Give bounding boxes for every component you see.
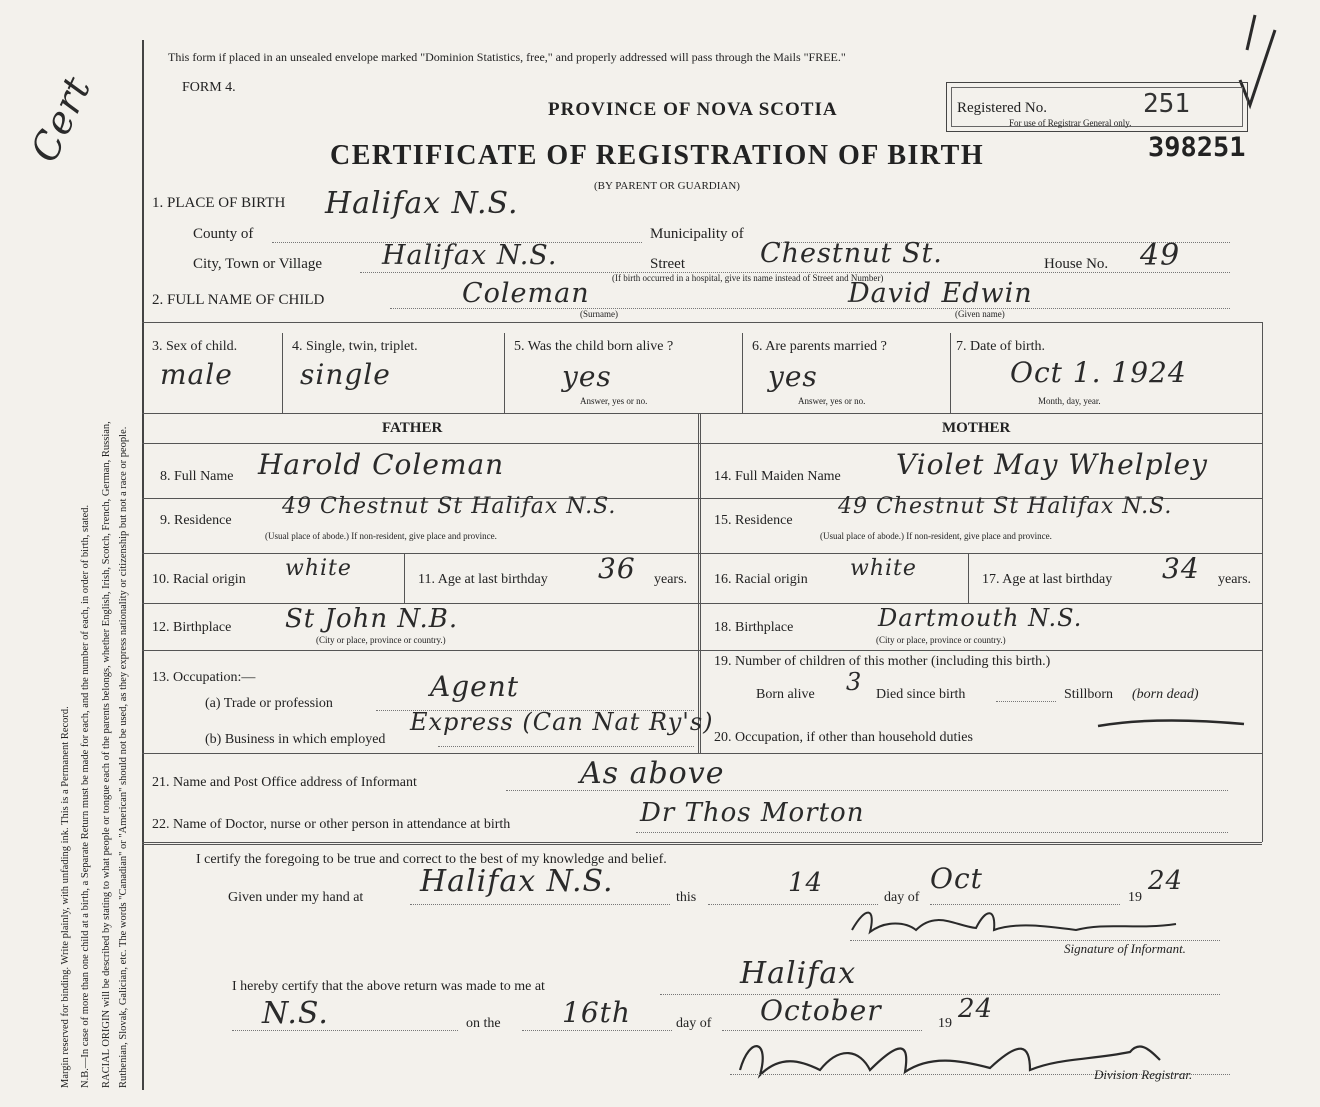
mother-name-label: 14. Full Maiden Name: [714, 469, 841, 484]
mother-birthplace-label: 18. Birthplace: [714, 620, 794, 635]
mother-occupation-label: 20. Occupation, if other than household duties: [714, 730, 973, 745]
margin-note-racial-origin: RACIAL ORIGIN will be described by stating to what people or tongue each of the parents belongs, whether English, Irish, Scotch, French, German, Russian,: [101, 421, 112, 1088]
child-given-name-value: David Edwin: [848, 278, 1033, 309]
father-residence-caption: (Usual place of abode.) If non-resident, give place and province.: [265, 531, 497, 541]
date-of-birth-value: Oct 1. 1924: [1010, 356, 1187, 389]
street-label: Street: [650, 256, 685, 272]
given-name-caption: (Given name): [955, 309, 1005, 319]
parents-married-caption: Answer, yes or no.: [798, 396, 866, 406]
mother-race-value: white: [850, 556, 917, 581]
mother-years-label: years.: [1218, 572, 1252, 587]
informant-value: As above: [580, 756, 725, 791]
child-name-label: 2. FULL NAME OF CHILD: [152, 292, 325, 308]
house-number-label: House No.: [1044, 256, 1109, 272]
given-day-label: day of: [884, 890, 920, 905]
informant-label: 21. Name and Post Office address of Informant: [152, 775, 417, 790]
plurality-value: single: [300, 358, 391, 391]
page-title: CERTIFICATE OF REGISTRATION OF BIRTH: [330, 140, 985, 171]
registered-number-box: [946, 82, 1248, 132]
mother-race-label: 16. Racial origin: [714, 572, 808, 587]
registrar-day-label: day of: [676, 1016, 712, 1031]
street-value: Chestnut St.: [760, 238, 943, 269]
this-label: this: [676, 890, 697, 905]
father-occupation-label: 13. Occupation:—: [152, 670, 256, 685]
father-trade-label: (a) Trade or profession: [205, 696, 333, 711]
father-birthplace-label: 12. Birthplace: [152, 620, 232, 635]
place-of-birth-value: Halifax N.S.: [325, 186, 519, 221]
form-left-border: [142, 40, 144, 1090]
mother-heading: MOTHER: [942, 420, 1011, 436]
father-race-value: white: [285, 556, 352, 581]
registrar-statement: I hereby certify that the above return was made to me at: [232, 979, 545, 994]
margin-note-nationality: Ruthenian, Slovak, Galician, etc. The words "Canadian" or "American" should not be used, as they express nationality or citizenship but not a race or people.: [118, 426, 129, 1088]
given-year-value: 24: [1148, 866, 1184, 896]
registrar-note: For use of Registrar General only.: [1009, 118, 1132, 128]
born-alive-count-label: Born alive: [756, 687, 815, 702]
doctor-value: Dr Thos Morton: [640, 798, 865, 828]
certification-statement: I certify the foregoing to be true and correct to the best of my knowledge and belief.: [196, 852, 667, 867]
registrar-day-value: 16th: [562, 996, 631, 1029]
born-alive-question-label: 5. Was the child born alive ?: [514, 339, 674, 354]
mother-occupation-dash: [1096, 706, 1246, 736]
plurality-label: 4. Single, twin, triplet.: [292, 339, 418, 354]
father-residence-label: 9. Residence: [160, 513, 232, 528]
informant-signature: [846, 900, 1196, 945]
mother-residence-caption: (Usual place of abode.) If non-resident, give place and province.: [820, 531, 1052, 541]
father-age-value: 36: [598, 552, 636, 585]
county-label: County of: [193, 226, 254, 242]
page-subtitle: (BY PARENT OR GUARDIAN): [594, 180, 740, 192]
house-number-value: 49: [1140, 238, 1181, 273]
corner-mark: Cert: [22, 69, 100, 169]
city-value: Halifax N.S.: [382, 240, 558, 271]
father-age-label: 11. Age at last birthday: [418, 572, 548, 587]
form-right-border: [1262, 322, 1263, 842]
date-of-birth-caption: Month, day, year.: [1038, 396, 1101, 406]
mother-age-value: 34: [1162, 552, 1200, 585]
given-day-value: 14: [788, 868, 824, 898]
father-birthplace-value: St John N.B.: [285, 604, 459, 634]
province-heading: PROVINCE OF NOVA SCOTIA: [548, 99, 838, 120]
registered-label: Registered No.: [957, 100, 1047, 116]
father-business-value: Express (Can Nat Ry's): [410, 708, 714, 736]
margin-note-multiple-births: N.B.—In case of more than one child at a birth, a Separate Return must be made for each, and the number of each, in order of birth, stated.: [80, 504, 91, 1088]
sex-label: 3. Sex of child.: [152, 339, 238, 354]
registrar-year-prefix: 19: [938, 1016, 952, 1031]
doctor-label: 22. Name of Doctor, nurse or other person in attendance at birth: [152, 817, 511, 832]
surname-caption: (Surname): [580, 309, 618, 319]
father-business-label: (b) Business in which employed: [205, 732, 386, 747]
born-alive-answer: yes: [562, 360, 612, 393]
child-surname-value: Coleman: [462, 278, 590, 309]
margin-note-binding: Margin reserved for binding. Write plainly, with unfading ink. This is a Permanent Record.: [60, 706, 71, 1088]
municipality-label: Municipality of: [650, 226, 744, 242]
date-of-birth-label: 7. Date of birth.: [956, 339, 1046, 354]
mother-children-label: 19. Number of children of this mother (including this birth.): [714, 654, 1051, 669]
died-since-birth-label: Died since birth: [876, 687, 966, 702]
mother-residence-value: 49 Chestnut St Halifax N.S.: [838, 494, 1173, 519]
mother-name-value: Violet May Whelpley: [896, 448, 1208, 481]
given-year-prefix: 19: [1128, 890, 1142, 905]
stillborn-note: (born dead): [1132, 687, 1199, 702]
place-of-birth-label: 1. PLACE OF BIRTH: [152, 195, 286, 211]
mother-age-label: 17. Age at last birthday: [982, 572, 1113, 587]
stillborn-label: Stillborn: [1064, 687, 1114, 702]
sex-value: male: [160, 358, 233, 391]
registrar-place-value: Halifax: [740, 956, 857, 991]
father-years-label: years.: [654, 572, 688, 587]
mother-birthplace-value: Dartmouth N.S.: [878, 604, 1083, 632]
parents-married-label: 6. Are parents married ?: [752, 339, 887, 354]
born-alive-caption: Answer, yes or no.: [580, 396, 648, 406]
registrar-place-suffix: N.S.: [262, 996, 329, 1031]
registered-value: 251: [1143, 89, 1190, 119]
form-number: FORM 4.: [182, 80, 236, 95]
section1-bottom-line: [142, 322, 1262, 323]
registrar-year-value: 24: [958, 994, 994, 1024]
hospital-note: (If birth occurred in a hospital, give its name instead of Street and Number): [612, 273, 884, 283]
father-name-value: Harold Coleman: [258, 448, 505, 481]
born-alive-count-value: 3: [846, 668, 863, 696]
father-birthplace-caption: (City or place, province or country.): [316, 635, 446, 645]
registrar-on-label: on the: [466, 1016, 501, 1031]
given-place-value: Halifax N.S.: [420, 864, 614, 899]
father-trade-value: Agent: [430, 670, 519, 703]
city-label: City, Town or Village: [193, 256, 323, 272]
registrar-month-value: October: [760, 994, 882, 1027]
father-mother-divider: [698, 413, 701, 753]
registrar-caption: Division Registrar.: [1094, 1067, 1193, 1082]
mother-birthplace-caption: (City or place, province or country.): [876, 635, 1006, 645]
mother-residence-label: 15. Residence: [714, 513, 793, 528]
father-name-label: 8. Full Name: [160, 469, 234, 484]
stamp-number: 398251: [1148, 132, 1246, 163]
given-month-value: Oct: [930, 862, 983, 895]
father-heading: FATHER: [382, 420, 443, 436]
parents-married-answer: yes: [768, 360, 818, 393]
informant-signature-caption: Signature of Informant.: [1064, 941, 1186, 956]
father-race-label: 10. Racial origin: [152, 572, 246, 587]
given-under-hand-label: Given under my hand at: [228, 890, 364, 905]
mail-notice: This form if placed in an unsealed envelope marked "Dominion Statistics, free," and properly addressed will pass through the Mails "FREE.": [168, 50, 846, 64]
father-residence-value: 49 Chestnut St Halifax N.S.: [282, 494, 617, 519]
